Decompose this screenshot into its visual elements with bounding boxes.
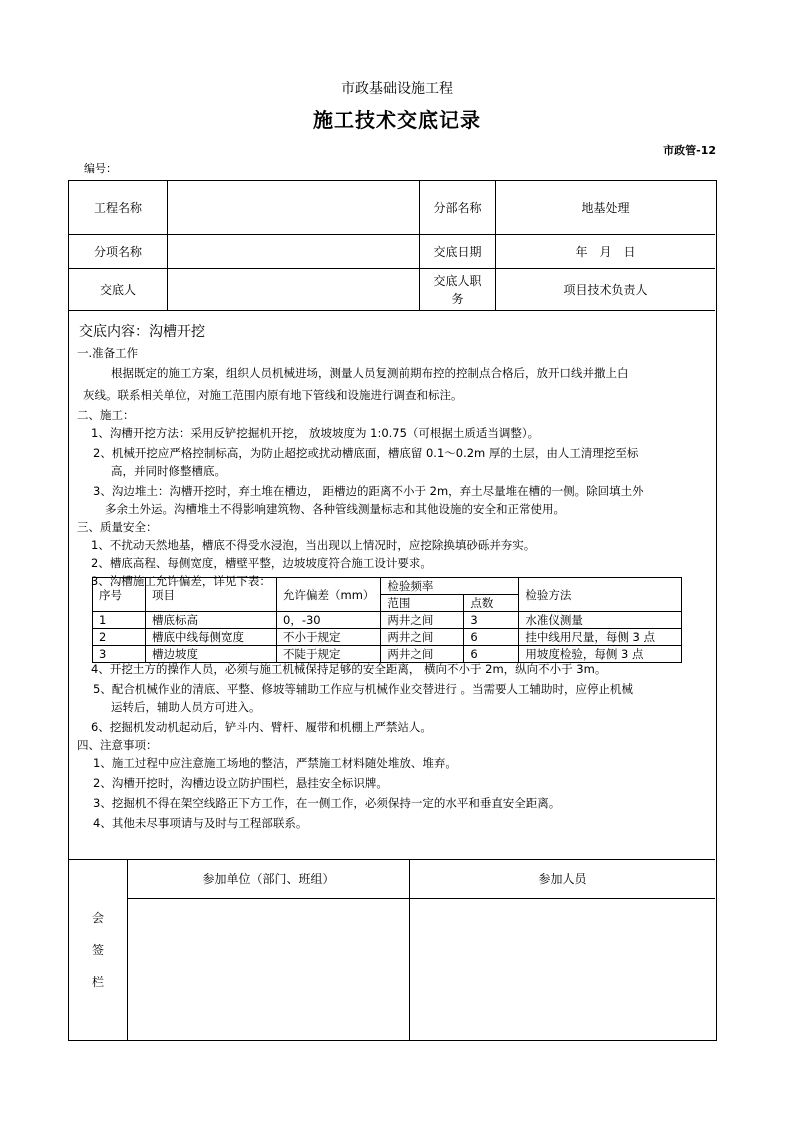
cell-method: 水准仪测量: [519, 612, 682, 629]
project-name-label: 工程名称: [93, 200, 142, 215]
person-label: 交底人: [99, 282, 136, 297]
date-field[interactable]: 年 月 日: [575, 244, 636, 259]
content-line: 2、沟槽开挖时，沟槽边设立防护围栏，悬挂安全标识牌。: [93, 776, 388, 790]
cell-range: 两井之间: [381, 612, 464, 629]
header-points: 点数: [464, 595, 519, 612]
content-line: 1、不扰动天然地基，槽底不得受水浸泡，当出现以上情况时，应挖除换填砂砾并夯实。: [91, 538, 536, 552]
signoff-people-field[interactable]: [410, 899, 715, 1040]
person-role-label-line1: 交底人职: [433, 273, 482, 288]
content-line: 灰线。联系相关单位，对施工范围内原有地下管线和设施进行调查和标注。: [83, 388, 463, 402]
row-divider: [69, 310, 715, 311]
signoff-label-char: 签: [91, 943, 104, 957]
cell-seq: 1: [93, 612, 146, 629]
signoff-label: [69, 860, 127, 1040]
content-line: 1、施工过程中应注意施工场地的整洁，严禁施工材料随处堆放、堆弃。: [93, 756, 457, 770]
cell-points: 6: [464, 646, 519, 663]
signoff-unit-header: 参加单位（部门、班组）: [202, 872, 335, 886]
cell-points: 6: [464, 629, 519, 646]
content-line: 运转后，辅助人员方可进入。: [111, 700, 261, 714]
person-role-label: [420, 269, 495, 310]
form-subtitle: 市政基础设施工程: [341, 81, 453, 97]
content-line: 3、沟边堆土：沟槽开挖时，弃土堆在槽边， 距槽边的距离不小于 2m，弃土尽量堆在槽的一侧。除回填土外: [93, 484, 644, 498]
person-role-label-line2: 务: [451, 291, 464, 306]
item-field[interactable]: [168, 235, 419, 268]
project-name-field[interactable]: [168, 181, 419, 234]
content-line: 2、槽底高程、每侧宽度，槽壁平整，边坡坡度符合施工设计要求。: [91, 556, 432, 570]
header-frequency: 检验频率: [381, 578, 519, 595]
cell-seq: 2: [93, 629, 146, 646]
table-row: [93, 612, 682, 629]
cell-deviation: 不陡于规定: [277, 646, 381, 663]
content-line: 高，并同时修整槽底。: [111, 464, 226, 478]
briefing-form: [68, 180, 717, 1041]
cell-range: 两井之间: [381, 646, 464, 663]
content-line: 2、机械开挖应严格控制标高，为防止超挖或扰动槽底面，槽底留 0.1～0.2m 厚的土层，由人工清理挖至标: [93, 446, 639, 460]
cell-method: 挂中线用尺量，每侧 3 点: [519, 629, 682, 646]
person-field[interactable]: [168, 269, 419, 310]
section-prep-heading: 一.准备工作: [77, 346, 139, 360]
table-row: [93, 646, 682, 663]
signoff-label-char: 栏: [91, 975, 104, 989]
signoff-unit-field[interactable]: [128, 899, 409, 1040]
section-quality-heading: 三、质量安全：: [77, 520, 158, 534]
header-item: 项目: [146, 578, 277, 612]
table-row: [93, 629, 682, 646]
content-line: 6、挖掘机发动机起动后，铲斗内、臂杆、履带和机棚上严禁站人。: [91, 720, 432, 734]
cell-item: 槽底中线每侧宽度: [146, 629, 277, 646]
division-label: 分部名称: [433, 200, 482, 215]
header-deviation: 允许偏差（mm）: [277, 578, 381, 612]
content-line: 1、沟槽开挖方法：采用反铲挖掘机开挖， 放坡坡度为 1:0.75（可根据土质适当调整）。: [91, 426, 540, 440]
division-value[interactable]: 地基处理: [581, 200, 630, 215]
tolerance-table: [92, 577, 682, 663]
cell-deviation: 不小于规定: [277, 629, 381, 646]
content-line: 5、配合机械作业的清底、平整、修坡等辅助工作应与机械作业交替进行 。当需要人工辅助时，应停止机械: [93, 682, 633, 696]
header-method: 检验方法: [519, 578, 682, 612]
cell-item: 槽底标高: [146, 612, 277, 629]
person-role-value[interactable]: 项目技术负责人: [563, 282, 648, 297]
form-title: 施工技术交底记录: [313, 108, 481, 132]
content-line: 4、开挖土方的操作人员，必须与施工机械保持足够的安全距离， 横向不小于 2m，纵向不小于 3m。: [91, 662, 607, 676]
cell-item: 槽边坡度: [146, 646, 277, 663]
header-seq: 序号: [93, 578, 146, 612]
signoff-label-char: 会: [91, 911, 104, 925]
cell-deviation: 0，-30: [277, 612, 381, 629]
content-line: 多余土外运。沟槽堆土不得影响建筑物、各种管线测量标志和其他设施的安全和正常使用。: [105, 502, 565, 516]
section-notes-heading: 四、注意事项：: [77, 738, 158, 752]
form-code: 市政管-12: [663, 144, 716, 157]
content-line: 4、其他未尽事项请与及时与工程部联系。: [93, 816, 308, 830]
cell-method: 用坡度检验，每侧 3 点: [519, 646, 682, 663]
content-heading: 交底内容：沟槽开挖: [79, 324, 205, 340]
content-line: 根据既定的施工方案，组织人员机械进场，测量人员复测前期布控的控制点合格后，放开口线并撒上白: [111, 366, 629, 380]
cell-points: 3: [464, 612, 519, 629]
cell-seq: 3: [93, 646, 146, 663]
item-label: 分项名称: [93, 244, 142, 259]
number-label: 编号：: [84, 162, 117, 175]
content-line: 3、沟槽施工允许偏差，详见下表：: [91, 574, 271, 588]
content-line: 3、挖掘机不得在架空线路正下方工作，在一侧工作，必须保持一定的水平和垂直安全距离。: [93, 796, 561, 810]
header-range: 范围: [381, 595, 464, 612]
cell-range: 两井之间: [381, 629, 464, 646]
section-construction-heading: 二、施工：: [77, 408, 135, 422]
table-header-row: [93, 578, 682, 595]
date-label: 交底日期: [433, 244, 482, 259]
signoff-people-header: 参加人员: [538, 872, 587, 886]
